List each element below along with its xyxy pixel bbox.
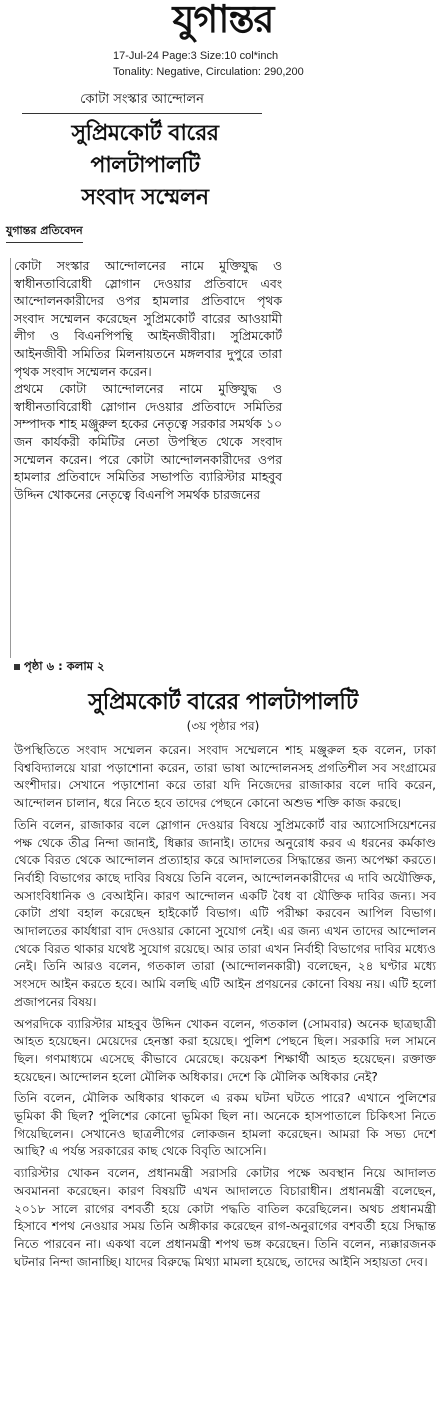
newspaper-logo: যুগান্তর [172, 0, 274, 41]
meta-date-page: 17-Jul-24 Page:3 Size:10 col*inch [113, 50, 279, 62]
story2 [4, 686, 442, 1275]
paragraph: ব্যারিস্টার খোকন বলেন, প্রধানমন্ত্রী সরাসরি কোটার পক্ষে অবস্থান নিয়ে আদালত অবমাননা করেছেন। কারণ বিষয়টি এখন আদালতে বিচারাধীন। প্রধানমন্ত্রী বলেছেন, ২০১৮ সালে রাগের বশবর্তী হয়ে কোটা পদ্ধতি বাতিল করেছিলেন। অথচ প্রধানমন্ত্রী হিসাবে শপথ নেওয়ার সময় তিনি অঙ্গীকার করেছেন রাগ-অনুরাগের বশবর্তী হয়ে সিদ্ধান্ত নিতে পারবেন না। একথা বলে প্রধানমন্ত্রী শপথ ভঙ্গ করেছেন। তিনি বলেন, ন্যক্কারজনক ঘটনার নিন্দা জানাচ্ছি। যাদের বিরুদ্ধে মিথ্যা মামলা হয়েছে, তাদের আইনি সহায়তা দেব। [14, 1166, 436, 1269]
headline-line: পালটাপালটি [90, 153, 200, 178]
paragraph: তিনি বলেন, রাজাকার বলে স্লোগান দেওয়ার বিষয়ে সুপ্রিমকোর্ট বার অ্যাসোসিয়েশনের পক্ষ থেকে তীব্র নিন্দা জানাই, ধিক্কার জানাই। তাদের অনুরোধ করব এ ধরনের কর্মকাণ্ড থেকে বিরত থেকে আন্দোলন প্রত্যাহার করে আদালতের সিদ্ধান্তের জন্য অপেক্ষা করতে। নির্বাহী বিভাগের কাছে দাবির বিষয়ে তিনি বলেন, আন্দোলনকারীদের এ দাবি অযৌক্তিক, অসাংবিধানিক ও বেআইনি। কারণ আন্দোলন একটি বৈধ বা যৌক্তিক দাবির জন্য। সব কোটা প্রথা বহাল করেছেন হাইকোর্ট বিভাগ। এটি পরীক্ষা করবেন আপিল বিভাগ। আদালতের কার্যধারা বাদ দেওয়ার কোনো সুযোগ নেই। এর জন্য এখন তাদের আন্দোলন থেকে বিরত থাকার যথেষ্ট সুযোগ রয়েছে। আর তারা এখন নির্বাহী বিভাগের দাবির মধ্যেও নেই। তিনি আরও বলেন, গতকাল তারা (আন্দোলনকারী) বলেছেন, ২৪ ঘণ্টার মধ্যে সংসদে আইন করতে হবে। আমি বলছি এটি আইন প্রণয়নের কোনো বিষয় নয়। এটি হলো প্রজাপনের বিষয়। [14, 817, 436, 1009]
story1-body [14, 258, 282, 504]
paragraph: অপরদিকে ব্যারিস্টার মাহবুব উদ্দিন খোকন বলেন, গতকাল (সোমবার) অনেক ছাত্রছাত্রী আহত হয়েছেন। মেয়েদের হেনস্তা করা হয়েছে। পুলিশ পেছনে ছিল। সরকারি দল সামনে ছিল। গণমাধ্যমে এসেছে কীভাবে মেরেছে। কয়েকশ শিক্ষার্থী আহত হয়েছেন। রক্তাক্ত হয়েছেন। আন্দোলন হলো মৌলিক অধিকার। দেশে কি মৌলিক অধিকার নেই? [14, 1016, 436, 1084]
paragraph: উপস্থিতিতে সংবাদ সম্মেলন করেন। সংবাদ সম্মেলনে শাহ মঞ্জুরুল হক বলেন, ঢাকা বিশ্ববিদ্যালয়ে যারা পড়াশোনা করেন, তারা ভাষা আন্দোলনসহ প্রগতিশীল সব সংগ্রামের অংশীদার। সেখানে পড়াশোনা করে তারা যদি নিজেদের রাজাকার বলে দাবি করেন, আন্দোলন চালান, ধরে নিতে হবে তাদের পেছনে কোনো অশুভ শক্তি কাজ করছে। [14, 743, 436, 811]
square-bullet-icon [14, 664, 20, 670]
jump-text: পৃষ্ঠা ৬ : কলাম ২ [24, 659, 105, 673]
masthead [0, 0, 446, 42]
story1 [6, 90, 284, 243]
headline-line: সংবাদ সম্মেলন [81, 185, 209, 210]
byline: যুগান্তর প্রতিবেদন [6, 222, 83, 243]
continuation-headline: সুপ্রিমকোর্ট বারের পালটাপালটি [88, 689, 358, 715]
headline [6, 118, 284, 214]
story2-body [4, 742, 442, 1271]
paragraph: কোটা সংস্কার আন্দোলনের নামে মুক্তিযুদ্ধ ও স্বাধীনতাবিরোধী স্লোগান দেওয়ার প্রতিবাদে এবং আন্দোলনকারীদের ওপর হামলার প্রতিবাদে পৃথক সংবাদ সম্মেলন করেছেন সুপ্রিমকোর্ট বারের আওয়ামী লীগ ও বিএনপিপন্থি আইনজীবীরা। সুপ্রিমকোর্ট আইনজীবী সমিতির মিলনায়তনে মঙ্গলবার দুপুরে তারা পৃথক সংবাদ সম্মেলন করেন। [14, 259, 282, 379]
continuation-subhead: (৩য় পৃষ্ঠার পর) [186, 719, 260, 733]
paragraph: তিনি বলেন, মৌলিক অধিকার থাকলে এ রকম ঘটনা ঘটতে পারে? এখানে পুলিশের ভূমিকা কী ছিল? পুলিশের কোনো ভূমিকা ছিল না। অনেকে হাসপাতালে চিকিৎসা নিতে গিয়েছিলেন। সেখানেও ছাত্রলীগের লোকজন হামলা করেছেন। আমরা কি সভ্য দেশে আছি? এ পর্যন্ত সরকারের কাছ থেকে বিবৃতি আসেনি। [14, 1091, 436, 1159]
continuation-note [14, 658, 105, 677]
headline-line: সুপ্রিমকোর্ট বারের [71, 121, 219, 146]
column-rule [10, 258, 11, 658]
meta-tonality: Tonality: Negative, Circulation: 290,200 [113, 66, 304, 78]
kicker: কোটা সংস্কার আন্দোলন [22, 90, 262, 114]
clipping-meta [113, 48, 304, 80]
paragraph: প্রথমে কোটা আন্দোলনের নামে মুক্তিযুদ্ধ ও স্বাধীনতাবিরোধী স্লোগান দেওয়ার প্রতিবাদে সমিতির সম্পাদক শাহ মঞ্জুরুল হকের নেতৃত্বে সরকার সমর্থক ১০ জন কার্যকরী কমিটির নেতা উপস্থিত থেকে সংবাদ সম্মেলন করেন। পরে কোটা আন্দোলনকারীদের ওপর হামলার প্রতিবাদে সমিতির সভাপতি ব্যারিস্টার মাহবুব উদ্দিন খোকনের নেতৃত্বে বিএনপি সমর্থক চারজনের [14, 382, 282, 502]
